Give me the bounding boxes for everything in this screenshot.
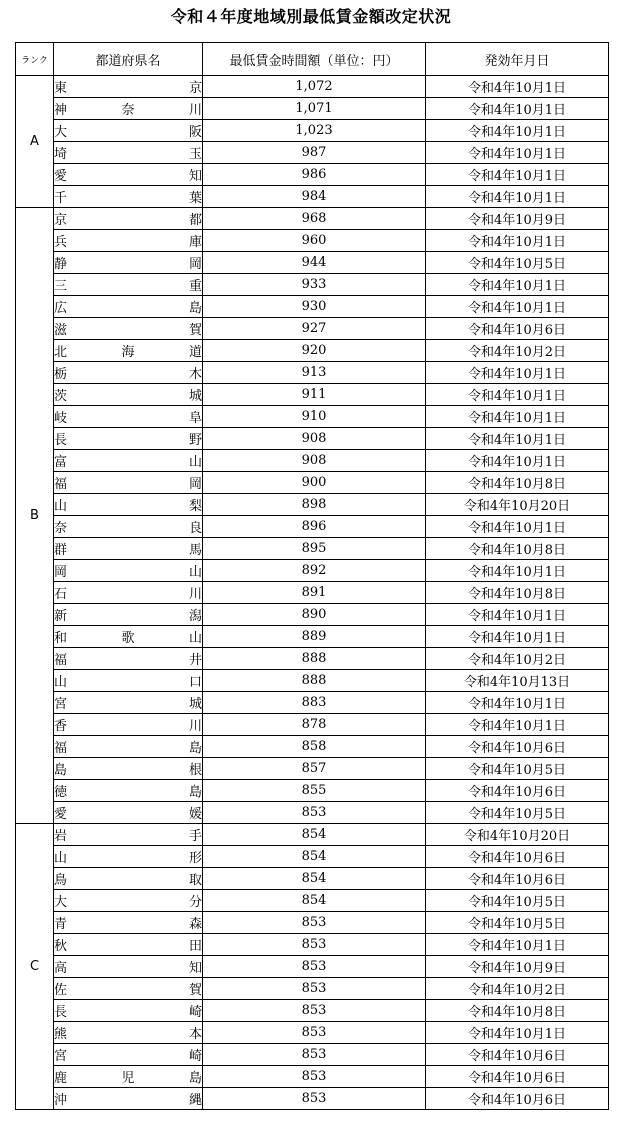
- table-row: [16, 890, 609, 912]
- wage-cell: 853: [203, 934, 426, 956]
- table-row: [16, 362, 609, 384]
- date-cell: 令和4年10月1日: [426, 560, 609, 582]
- prefecture-cell: [54, 604, 203, 626]
- table-row: [16, 560, 609, 582]
- prefecture-cell: [54, 208, 203, 230]
- prefecture-name: 徳 島: [54, 785, 202, 800]
- wage-cell: 930: [203, 296, 426, 318]
- prefecture-name: 栃 木: [54, 367, 202, 382]
- prefecture-cell: [54, 450, 203, 472]
- table-row: [16, 186, 609, 208]
- prefecture-name: 岡 山: [54, 565, 202, 580]
- rank-header: ランク: [16, 43, 54, 76]
- prefecture-name: 熊 本: [54, 1027, 202, 1042]
- wage-cell: 878: [203, 714, 426, 736]
- prefecture-name: 島 根: [54, 763, 202, 778]
- date-cell: 令和4年10月20日: [426, 494, 609, 516]
- prefecture-name: 福 島: [54, 741, 202, 756]
- wage-cell: 920: [203, 340, 426, 362]
- date-cell: 令和4年10月8日: [426, 472, 609, 494]
- date-cell: 令和4年10月13日: [426, 670, 609, 692]
- table-row: [16, 516, 609, 538]
- table-row: [16, 846, 609, 868]
- date-cell: 令和4年10月8日: [426, 582, 609, 604]
- prefecture-cell: [54, 362, 203, 384]
- wage-cell: 854: [203, 890, 426, 912]
- wage-cell: 910: [203, 406, 426, 428]
- table-row: [16, 780, 609, 802]
- prefecture-cell: [54, 934, 203, 956]
- wage-cell: 857: [203, 758, 426, 780]
- minimum-wage-table: [15, 42, 609, 1110]
- prefecture-cell: [54, 1088, 203, 1110]
- table-row: [16, 868, 609, 890]
- prefecture-cell: [54, 98, 203, 120]
- prefecture-name: 千 葉: [54, 191, 202, 206]
- prefecture-name: 大 阪: [54, 125, 202, 140]
- prefecture-cell: [54, 824, 203, 846]
- date-cell: 令和4年10月6日: [426, 780, 609, 802]
- prefecture-name: 岐 阜: [54, 411, 202, 426]
- wage-cell: 898: [203, 494, 426, 516]
- date-cell: 令和4年10月1日: [426, 1022, 609, 1044]
- prefecture-name: 広 島: [54, 301, 202, 316]
- date-cell: 令和4年10月1日: [426, 714, 609, 736]
- wage-cell: 853: [203, 1066, 426, 1088]
- table-row: [16, 384, 609, 406]
- table-row: [16, 582, 609, 604]
- prefecture-name: 新 潟: [54, 609, 202, 624]
- wage-cell: 858: [203, 736, 426, 758]
- wage-cell: 892: [203, 560, 426, 582]
- wage-header: 最低賃金時間額（単位：円）: [203, 43, 426, 76]
- date-cell: 令和4年10月5日: [426, 252, 609, 274]
- date-cell: 令和4年10月6日: [426, 1088, 609, 1110]
- wage-cell: 944: [203, 252, 426, 274]
- prefecture-name: 大 分: [54, 895, 202, 910]
- date-cell: 令和4年10月1日: [426, 186, 609, 208]
- prefecture-name: 愛 知: [54, 169, 202, 184]
- date-cell: 令和4年10月1日: [426, 516, 609, 538]
- prefecture-cell: [54, 780, 203, 802]
- prefecture-cell: [54, 978, 203, 1000]
- prefecture-cell: [54, 736, 203, 758]
- table-row: [16, 252, 609, 274]
- prefecture-name: 岩 手: [54, 829, 202, 844]
- prefecture-name: 佐 賀: [54, 983, 202, 998]
- date-header: 発効年月日: [426, 43, 609, 76]
- prefecture-cell: [54, 956, 203, 978]
- table-row: [16, 758, 609, 780]
- prefecture-cell: [54, 1066, 203, 1088]
- prefecture-cell: [54, 560, 203, 582]
- prefecture-name: 山 梨: [54, 499, 202, 514]
- prefecture-name: 長 崎: [54, 1005, 202, 1020]
- wage-cell: 888: [203, 670, 426, 692]
- table-row: [16, 956, 609, 978]
- prefecture-cell: [54, 494, 203, 516]
- wage-cell: 891: [203, 582, 426, 604]
- prefecture-cell: [54, 164, 203, 186]
- prefecture-cell: [54, 538, 203, 560]
- table-row: [16, 1066, 609, 1088]
- header-row: [16, 43, 609, 76]
- table-row: [16, 76, 609, 98]
- table-row: [16, 824, 609, 846]
- date-cell: 令和4年10月9日: [426, 208, 609, 230]
- prefecture-name: 宮 崎: [54, 1049, 202, 1064]
- prefecture-cell: [54, 76, 203, 98]
- table-row: [16, 450, 609, 472]
- table-row: [16, 692, 609, 714]
- wage-cell: 853: [203, 1044, 426, 1066]
- rank-cell: C: [16, 824, 54, 1110]
- wage-cell: 895: [203, 538, 426, 560]
- prefecture-name: 埼 玉: [54, 147, 202, 162]
- prefecture-cell: [54, 516, 203, 538]
- prefecture-cell: [54, 274, 203, 296]
- prefecture-name: 京 都: [54, 213, 202, 228]
- table-row: [16, 648, 609, 670]
- table-row: [16, 626, 609, 648]
- table-row: [16, 736, 609, 758]
- prefecture-cell: [54, 912, 203, 934]
- date-cell: 令和4年10月5日: [426, 758, 609, 780]
- table-row: [16, 802, 609, 824]
- prefecture-cell: [54, 428, 203, 450]
- prefecture-cell: [54, 758, 203, 780]
- wage-cell: 1,072: [203, 76, 426, 98]
- document-title: 令和４年度地域別最低賃金額改定状況: [170, 7, 452, 26]
- table-row: [16, 494, 609, 516]
- table-row: [16, 406, 609, 428]
- prefecture-cell: [54, 252, 203, 274]
- date-cell: 令和4年10月2日: [426, 648, 609, 670]
- prefecture-name: 茨 城: [54, 389, 202, 404]
- wage-cell: 853: [203, 912, 426, 934]
- prefecture-cell: [54, 230, 203, 252]
- prefecture-cell: [54, 120, 203, 142]
- wage-cell: 968: [203, 208, 426, 230]
- table-row: [16, 208, 609, 230]
- table-row: [16, 1088, 609, 1110]
- table-row: [16, 274, 609, 296]
- table-row: [16, 230, 609, 252]
- wage-cell: 900: [203, 472, 426, 494]
- wage-cell: 1,071: [203, 98, 426, 120]
- rank-cell: A: [16, 76, 54, 208]
- date-cell: 令和4年10月1日: [426, 76, 609, 98]
- prefecture-name: 富 山: [54, 455, 202, 470]
- prefecture-name: 石 川: [54, 587, 202, 602]
- prefecture-name: 高 知: [54, 961, 202, 976]
- prefecture-cell: [54, 890, 203, 912]
- wage-cell: 888: [203, 648, 426, 670]
- table-row: [16, 1022, 609, 1044]
- prefecture-cell: [54, 846, 203, 868]
- prefecture-name: 和 歌 山: [54, 631, 202, 646]
- date-cell: 令和4年10月1日: [426, 934, 609, 956]
- wage-cell: 853: [203, 1022, 426, 1044]
- prefecture-cell: [54, 648, 203, 670]
- prefecture-cell: [54, 582, 203, 604]
- prefecture-name: 北 海 道: [54, 345, 202, 360]
- date-cell: 令和4年10月1日: [426, 274, 609, 296]
- wage-cell: 853: [203, 978, 426, 1000]
- date-cell: 令和4年10月1日: [426, 98, 609, 120]
- date-cell: 令和4年10月8日: [426, 538, 609, 560]
- prefecture-name: 静 岡: [54, 257, 202, 272]
- prefecture-name: 東 京: [54, 81, 202, 96]
- prefecture-name: 群 馬: [54, 543, 202, 558]
- prefecture-cell: [54, 1000, 203, 1022]
- wage-cell: 986: [203, 164, 426, 186]
- wage-cell: 853: [203, 1000, 426, 1022]
- date-cell: 令和4年10月1日: [426, 626, 609, 648]
- prefecture-cell: [54, 626, 203, 648]
- prefecture-name: 山 口: [54, 675, 202, 690]
- date-cell: 令和4年10月6日: [426, 1044, 609, 1066]
- wage-cell: 1,023: [203, 120, 426, 142]
- prefecture-name: 福 井: [54, 653, 202, 668]
- table-row: [16, 142, 609, 164]
- wage-cell: 908: [203, 428, 426, 450]
- table-row: [16, 340, 609, 362]
- prefecture-name: 神 奈 川: [54, 103, 202, 118]
- date-cell: 令和4年10月1日: [426, 692, 609, 714]
- prefecture-cell: [54, 472, 203, 494]
- prefecture-cell: [54, 868, 203, 890]
- date-cell: 令和4年10月1日: [426, 384, 609, 406]
- prefecture-name: 兵 庫: [54, 235, 202, 250]
- date-cell: 令和4年10月5日: [426, 802, 609, 824]
- wage-cell: 896: [203, 516, 426, 538]
- table-row: [16, 670, 609, 692]
- prefecture-name: 香 川: [54, 719, 202, 734]
- date-cell: 令和4年10月2日: [426, 340, 609, 362]
- date-cell: 令和4年10月1日: [426, 362, 609, 384]
- wage-cell: 911: [203, 384, 426, 406]
- date-cell: 令和4年10月1日: [426, 450, 609, 472]
- table-row: [16, 604, 609, 626]
- wage-cell: 854: [203, 824, 426, 846]
- prefecture-name: 福 岡: [54, 477, 202, 492]
- prefecture-cell: [54, 186, 203, 208]
- prefecture-cell: [54, 692, 203, 714]
- prefecture-name: 青 森: [54, 917, 202, 932]
- prefecture-name: 鹿 児 島: [54, 1071, 202, 1086]
- wage-cell: 890: [203, 604, 426, 626]
- wage-cell: 883: [203, 692, 426, 714]
- prefecture-name: 鳥 取: [54, 873, 202, 888]
- date-cell: 令和4年10月1日: [426, 296, 609, 318]
- table-row: [16, 978, 609, 1000]
- prefecture-name: 秋 田: [54, 939, 202, 954]
- date-cell: 令和4年10月8日: [426, 1000, 609, 1022]
- table-row: [16, 428, 609, 450]
- wage-cell: 855: [203, 780, 426, 802]
- wage-cell: 853: [203, 1088, 426, 1110]
- date-cell: 令和4年10月20日: [426, 824, 609, 846]
- table-row: [16, 120, 609, 142]
- prefecture-name: 愛 媛: [54, 807, 202, 822]
- prefecture-cell: [54, 406, 203, 428]
- prefecture-name: 沖 縄: [54, 1093, 202, 1108]
- wage-cell: 853: [203, 956, 426, 978]
- date-cell: 令和4年10月1日: [426, 230, 609, 252]
- wage-cell: 908: [203, 450, 426, 472]
- date-cell: 令和4年10月5日: [426, 912, 609, 934]
- prefecture-cell: [54, 714, 203, 736]
- date-cell: 令和4年10月6日: [426, 846, 609, 868]
- table-row: [16, 472, 609, 494]
- date-cell: 令和4年10月1日: [426, 406, 609, 428]
- date-cell: 令和4年10月2日: [426, 978, 609, 1000]
- date-cell: 令和4年10月1日: [426, 120, 609, 142]
- table-row: [16, 98, 609, 120]
- table-row: [16, 318, 609, 340]
- prefecture-cell: [54, 802, 203, 824]
- prefecture-cell: [54, 142, 203, 164]
- prefecture-header: 都道府県名: [54, 43, 203, 76]
- date-cell: 令和4年10月1日: [426, 604, 609, 626]
- date-cell: 令和4年10月6日: [426, 318, 609, 340]
- date-cell: 令和4年10月1日: [426, 164, 609, 186]
- prefecture-cell: [54, 384, 203, 406]
- date-cell: 令和4年10月6日: [426, 736, 609, 758]
- rank-cell: B: [16, 208, 54, 824]
- table-body: [16, 76, 609, 1110]
- date-cell: 令和4年10月5日: [426, 890, 609, 912]
- prefecture-cell: [54, 318, 203, 340]
- date-cell: 令和4年10月6日: [426, 1066, 609, 1088]
- wage-cell: 913: [203, 362, 426, 384]
- table-row: [16, 1000, 609, 1022]
- prefecture-name: 奈 良: [54, 521, 202, 536]
- prefecture-cell: [54, 1022, 203, 1044]
- wage-cell: 853: [203, 802, 426, 824]
- wage-cell: 927: [203, 318, 426, 340]
- table-row: [16, 912, 609, 934]
- wage-cell: 984: [203, 186, 426, 208]
- prefecture-cell: [54, 670, 203, 692]
- prefecture-name: 長 野: [54, 433, 202, 448]
- prefecture-name: 宮 城: [54, 697, 202, 712]
- wage-cell: 854: [203, 868, 426, 890]
- date-cell: 令和4年10月1日: [426, 428, 609, 450]
- table-row: [16, 934, 609, 956]
- prefecture-name: 滋 賀: [54, 323, 202, 338]
- wage-cell: 987: [203, 142, 426, 164]
- prefecture-cell: [54, 1044, 203, 1066]
- prefecture-cell: [54, 296, 203, 318]
- table-row: [16, 538, 609, 560]
- prefecture-name: 三 重: [54, 279, 202, 294]
- wage-cell: 889: [203, 626, 426, 648]
- wage-cell: 960: [203, 230, 426, 252]
- table-row: [16, 714, 609, 736]
- date-cell: 令和4年10月1日: [426, 142, 609, 164]
- date-cell: 令和4年10月6日: [426, 868, 609, 890]
- date-cell: 令和4年10月9日: [426, 956, 609, 978]
- table-row: [16, 1044, 609, 1066]
- prefecture-name: 山 形: [54, 851, 202, 866]
- table-row: [16, 296, 609, 318]
- wage-cell: 854: [203, 846, 426, 868]
- wage-cell: 933: [203, 274, 426, 296]
- table-row: [16, 164, 609, 186]
- prefecture-cell: [54, 340, 203, 362]
